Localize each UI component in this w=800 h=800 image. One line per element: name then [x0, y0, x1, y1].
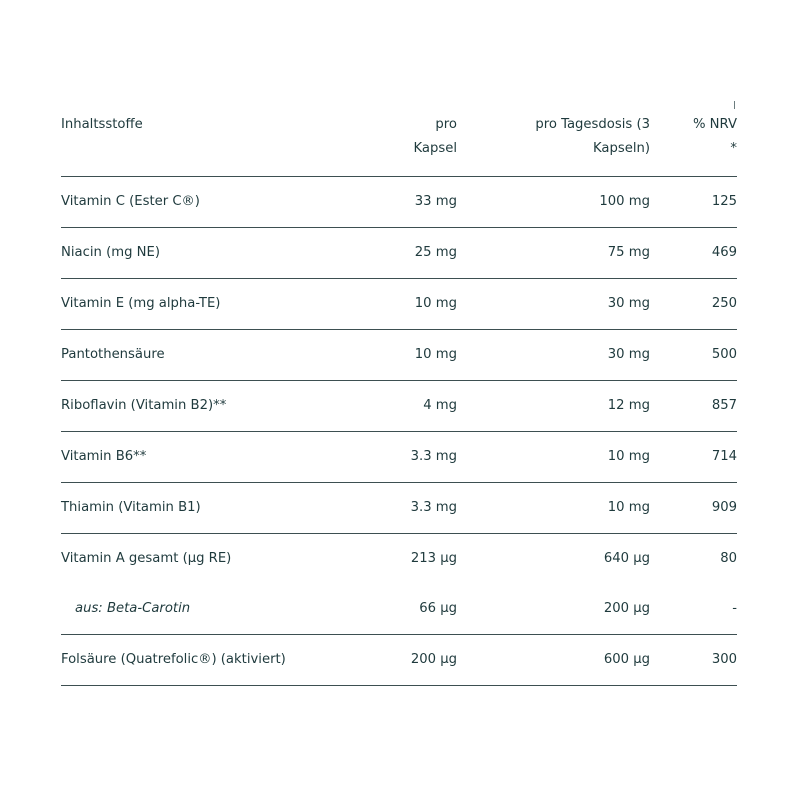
row-per-capsule: 200 µg — [347, 634, 457, 685]
row-name: Pantothensäure — [61, 329, 347, 380]
row-name: Riboflavin (Vitamin B2)** — [61, 380, 347, 431]
row-per-capsule: 10 mg — [347, 278, 457, 329]
row-per-day: 640 µg — [603, 550, 650, 566]
row-per-capsule: 4 mg — [347, 380, 457, 431]
row-nrv: 500 — [650, 329, 737, 380]
row-per-capsule: 33 mg — [347, 176, 457, 227]
header-per-capsule — [347, 100, 457, 176]
row-nrv: 469 — [650, 227, 737, 278]
header-per-capsule-line2: Kapsel — [413, 141, 457, 156]
row-per-capsule: 25 mg — [347, 227, 457, 278]
row-per-capsule: 3.3 mg — [347, 482, 457, 533]
subrow-name-cell — [61, 584, 347, 635]
table-row — [61, 533, 737, 584]
row-nrv: 909 — [650, 482, 737, 533]
row-per-day: 100 mg — [457, 176, 650, 227]
table-row — [61, 482, 737, 533]
row-name: Vitamin B6** — [61, 431, 347, 482]
row-nrv: 250 — [650, 278, 737, 329]
row-nrv: 300 — [650, 634, 737, 685]
row-per-capsule: 66 µg — [347, 584, 457, 635]
table-row — [61, 329, 737, 380]
header-per-day — [457, 100, 650, 176]
row-name: Niacin (mg NE) — [61, 227, 347, 278]
header-nrv-line2: * — [730, 141, 737, 156]
row-nrv: - — [650, 584, 737, 635]
table-row — [61, 634, 737, 685]
header-ingredient — [61, 100, 347, 176]
header-row — [61, 100, 737, 176]
row-per-capsule: 3.3 mg — [347, 431, 457, 482]
row-per-capsule: 213 µg — [410, 550, 457, 566]
row-name: Vitamin C (Ester C®) — [61, 176, 347, 227]
row-name: Vitamin E (mg alpha-TE) — [61, 278, 347, 329]
row-per-day: 75 mg — [457, 227, 650, 278]
row-per-day: 30 mg — [457, 278, 650, 329]
row-per-capsule: 10 mg — [347, 329, 457, 380]
row-nrv: 714 — [650, 431, 737, 482]
table-row — [61, 176, 737, 227]
row-per-day: 200 µg — [457, 584, 650, 635]
subrow-name: aus: Beta-Carotin — [75, 600, 191, 616]
nutrition-table-container — [61, 100, 737, 686]
header-per-day-line1: pro Tagesdosis (3 — [535, 117, 650, 132]
row-nrv: 80 — [720, 550, 737, 566]
row-name: Vitamin A gesamt (µg RE) — [61, 550, 232, 566]
table-body — [61, 176, 737, 685]
row-per-day: 10 mg — [457, 431, 650, 482]
header-per-capsule-line1: pro — [435, 117, 457, 132]
table-subrow — [61, 584, 737, 635]
header-nrv-line1: % NRV — [692, 117, 737, 132]
header-nrv — [650, 100, 737, 176]
row-nrv: 125 — [650, 176, 737, 227]
table-row — [61, 227, 737, 278]
row-per-day: 12 mg — [457, 380, 650, 431]
row-per-day: 600 µg — [457, 634, 650, 685]
row-name: Folsäure (Quatrefolic®) (aktiviert) — [61, 634, 347, 685]
row-per-day: 10 mg — [457, 482, 650, 533]
row-nrv: 857 — [650, 380, 737, 431]
header-per-day-line2: Kapseln) — [592, 141, 650, 156]
row-name: Thiamin (Vitamin B1) — [61, 482, 347, 533]
header-ingredient-label: Inhaltsstoffe — [61, 117, 143, 132]
table-row — [61, 380, 737, 431]
table-header — [61, 100, 737, 176]
nutrition-table — [61, 100, 737, 686]
table-row — [61, 278, 737, 329]
table-row — [61, 431, 737, 482]
row-per-day: 30 mg — [457, 329, 650, 380]
